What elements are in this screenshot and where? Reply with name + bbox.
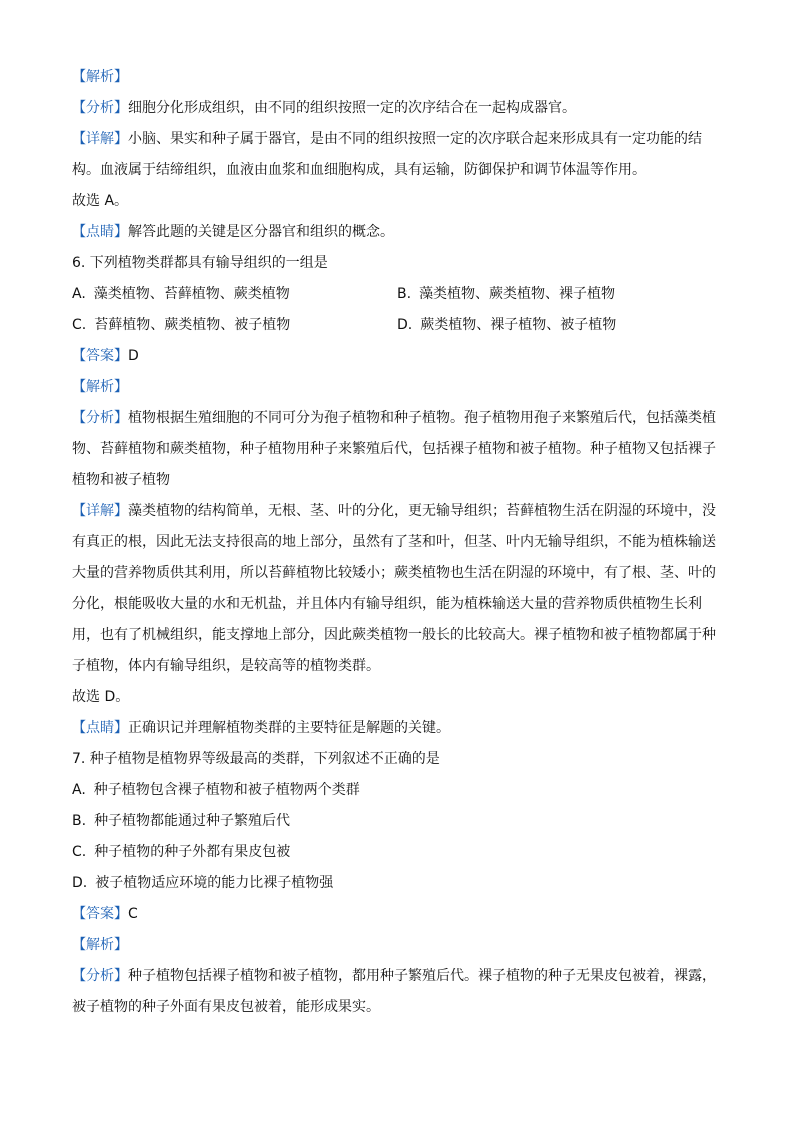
q5-choice: 故选 A。 bbox=[72, 193, 129, 209]
q6-option-a bbox=[72, 279, 397, 310]
q6-stem: 6. 下列植物类群都具有输导组织的一组是 bbox=[72, 255, 328, 271]
xiangjie-tag: 【详解】 bbox=[72, 131, 128, 147]
q7-jiexi-heading bbox=[72, 930, 722, 961]
q6-option-c bbox=[72, 310, 397, 341]
q6-analysis-text: 植物根据生殖细胞的不同可分为孢子植物和种子植物。孢子植物用孢子来繁殖后代，包括藻类植物、苔藓植物和蕨类植物，种子植物用种子来繁殖后代，包括裸子植物和被子植物。种子植物又包括裸子植物和被子植物 bbox=[72, 410, 716, 488]
q7-answer-value: C bbox=[128, 906, 138, 922]
q7-option-c bbox=[72, 837, 722, 868]
q6-options-row-1 bbox=[72, 279, 722, 310]
daan-tag: 【答案】 bbox=[72, 906, 128, 922]
q6-detail bbox=[72, 496, 722, 682]
fenxi-tag: 【分析】 bbox=[72, 100, 128, 116]
q6-options-row-2 bbox=[72, 310, 722, 341]
option-letter: D. bbox=[72, 875, 88, 891]
jiexi-tag: 【解析】 bbox=[72, 937, 128, 953]
jiexi-tag: 【解析】 bbox=[72, 379, 128, 395]
fenxi-tag: 【分析】 bbox=[72, 968, 128, 984]
q7-analysis bbox=[72, 961, 722, 1023]
q6-answer bbox=[72, 341, 722, 372]
q6-tip-text: 正确识记并理解植物类群的主要特征是解题的关键。 bbox=[128, 720, 450, 736]
q6-detail-text: 藻类植物的结构简单，无根、茎、叶的分化，更无输导组织；苔藓植物生活在阴湿的环境中，没有真正的根，因此无法支持很高的地上部分，虽然有了茎和叶，但茎、叶内无输导组织，不能为植株输送大量的营养物质供其利用，所以苔藓植物比较矮小；蕨类植物也生活在阴湿的环境中，有了根、茎、叶的分化，根能吸收大量的水和无机盐，并且体内有输导组织，能为植株输送大量的营养物质供植物生长利用，也有了机械组织，能支撑地上部分，因此蕨类植物一般长的比较高大。裸子植物和被子植物都属于种子植物，体内有输导组织，是较高等的植物类群。 bbox=[72, 503, 716, 674]
q7-option-d bbox=[72, 868, 722, 899]
q5-analysis-text: 细胞分化形成组织，由不同的组织按照一定的次序结合在一起构成器官。 bbox=[128, 100, 576, 116]
option-text: 蕨类植物、裸子植物、被子植物 bbox=[420, 317, 617, 333]
q5-tip bbox=[72, 217, 722, 248]
option-text: 藻类植物、苔藓植物、蕨类植物 bbox=[93, 286, 290, 302]
q6-choice: 故选 D。 bbox=[72, 689, 130, 705]
dianjing-tag: 【点睛】 bbox=[72, 720, 128, 736]
option-letter: D. bbox=[397, 317, 413, 333]
q7-answer bbox=[72, 899, 722, 930]
dianjing-tag: 【点睛】 bbox=[72, 224, 128, 240]
option-text: 种子植物的种子外都有果皮包被 bbox=[94, 844, 291, 860]
document-page bbox=[72, 62, 722, 1023]
q5-detail bbox=[72, 124, 722, 186]
q6-answer-value: D bbox=[128, 348, 139, 364]
q5-jiexi-heading bbox=[72, 62, 722, 93]
option-letter: A. bbox=[72, 286, 86, 302]
option-text: 被子植物适应环境的能力比裸子植物强 bbox=[95, 875, 334, 891]
option-letter: B. bbox=[397, 286, 412, 302]
option-letter: A. bbox=[72, 782, 86, 798]
q6-jiexi-heading bbox=[72, 372, 722, 403]
q5-analysis bbox=[72, 93, 722, 124]
q6-analysis bbox=[72, 403, 722, 496]
option-text: 藻类植物、蕨类植物、裸子植物 bbox=[419, 286, 616, 302]
q7-analysis-text: 种子植物包括裸子植物和被子植物，都用种子繁殖后代。裸子植物的种子无果皮包被着，裸露，被子植物的种子外面有果皮包被着，能形成果实。 bbox=[72, 968, 716, 1015]
option-text: 种子植物包含裸子植物和被子植物两个类群 bbox=[93, 782, 360, 798]
option-letter: C. bbox=[72, 317, 87, 333]
option-letter: C. bbox=[72, 844, 87, 860]
option-letter: B. bbox=[72, 813, 87, 829]
option-text: 种子植物都能通过种子繁殖后代 bbox=[94, 813, 291, 829]
daan-tag: 【答案】 bbox=[72, 348, 128, 364]
q7-option-a bbox=[72, 775, 722, 806]
q5-detail-text: 小脑、果实和种子属于器官，是由不同的组织按照一定的次序联合起来形成具有一定功能的结构。血液属于结缔组织，血液由血浆和血细胞构成，具有运输，防御保护和调节体温等作用。 bbox=[72, 131, 702, 178]
q7-option-b bbox=[72, 806, 722, 837]
xiangjie-tag: 【详解】 bbox=[72, 503, 128, 519]
q6-tip bbox=[72, 713, 722, 744]
jiexi-tag: 【解析】 bbox=[72, 69, 128, 85]
q6-option-d bbox=[397, 310, 722, 341]
q6-option-b bbox=[397, 279, 722, 310]
q7-stem: 7. 种子植物是植物界等级最高的类群，下列叙述不正确的是 bbox=[72, 751, 440, 767]
option-text: 苔藓植物、蕨类植物、被子植物 bbox=[94, 317, 291, 333]
fenxi-tag: 【分析】 bbox=[72, 410, 128, 426]
q5-tip-text: 解答此题的关键是区分器官和组织的概念。 bbox=[128, 224, 394, 240]
